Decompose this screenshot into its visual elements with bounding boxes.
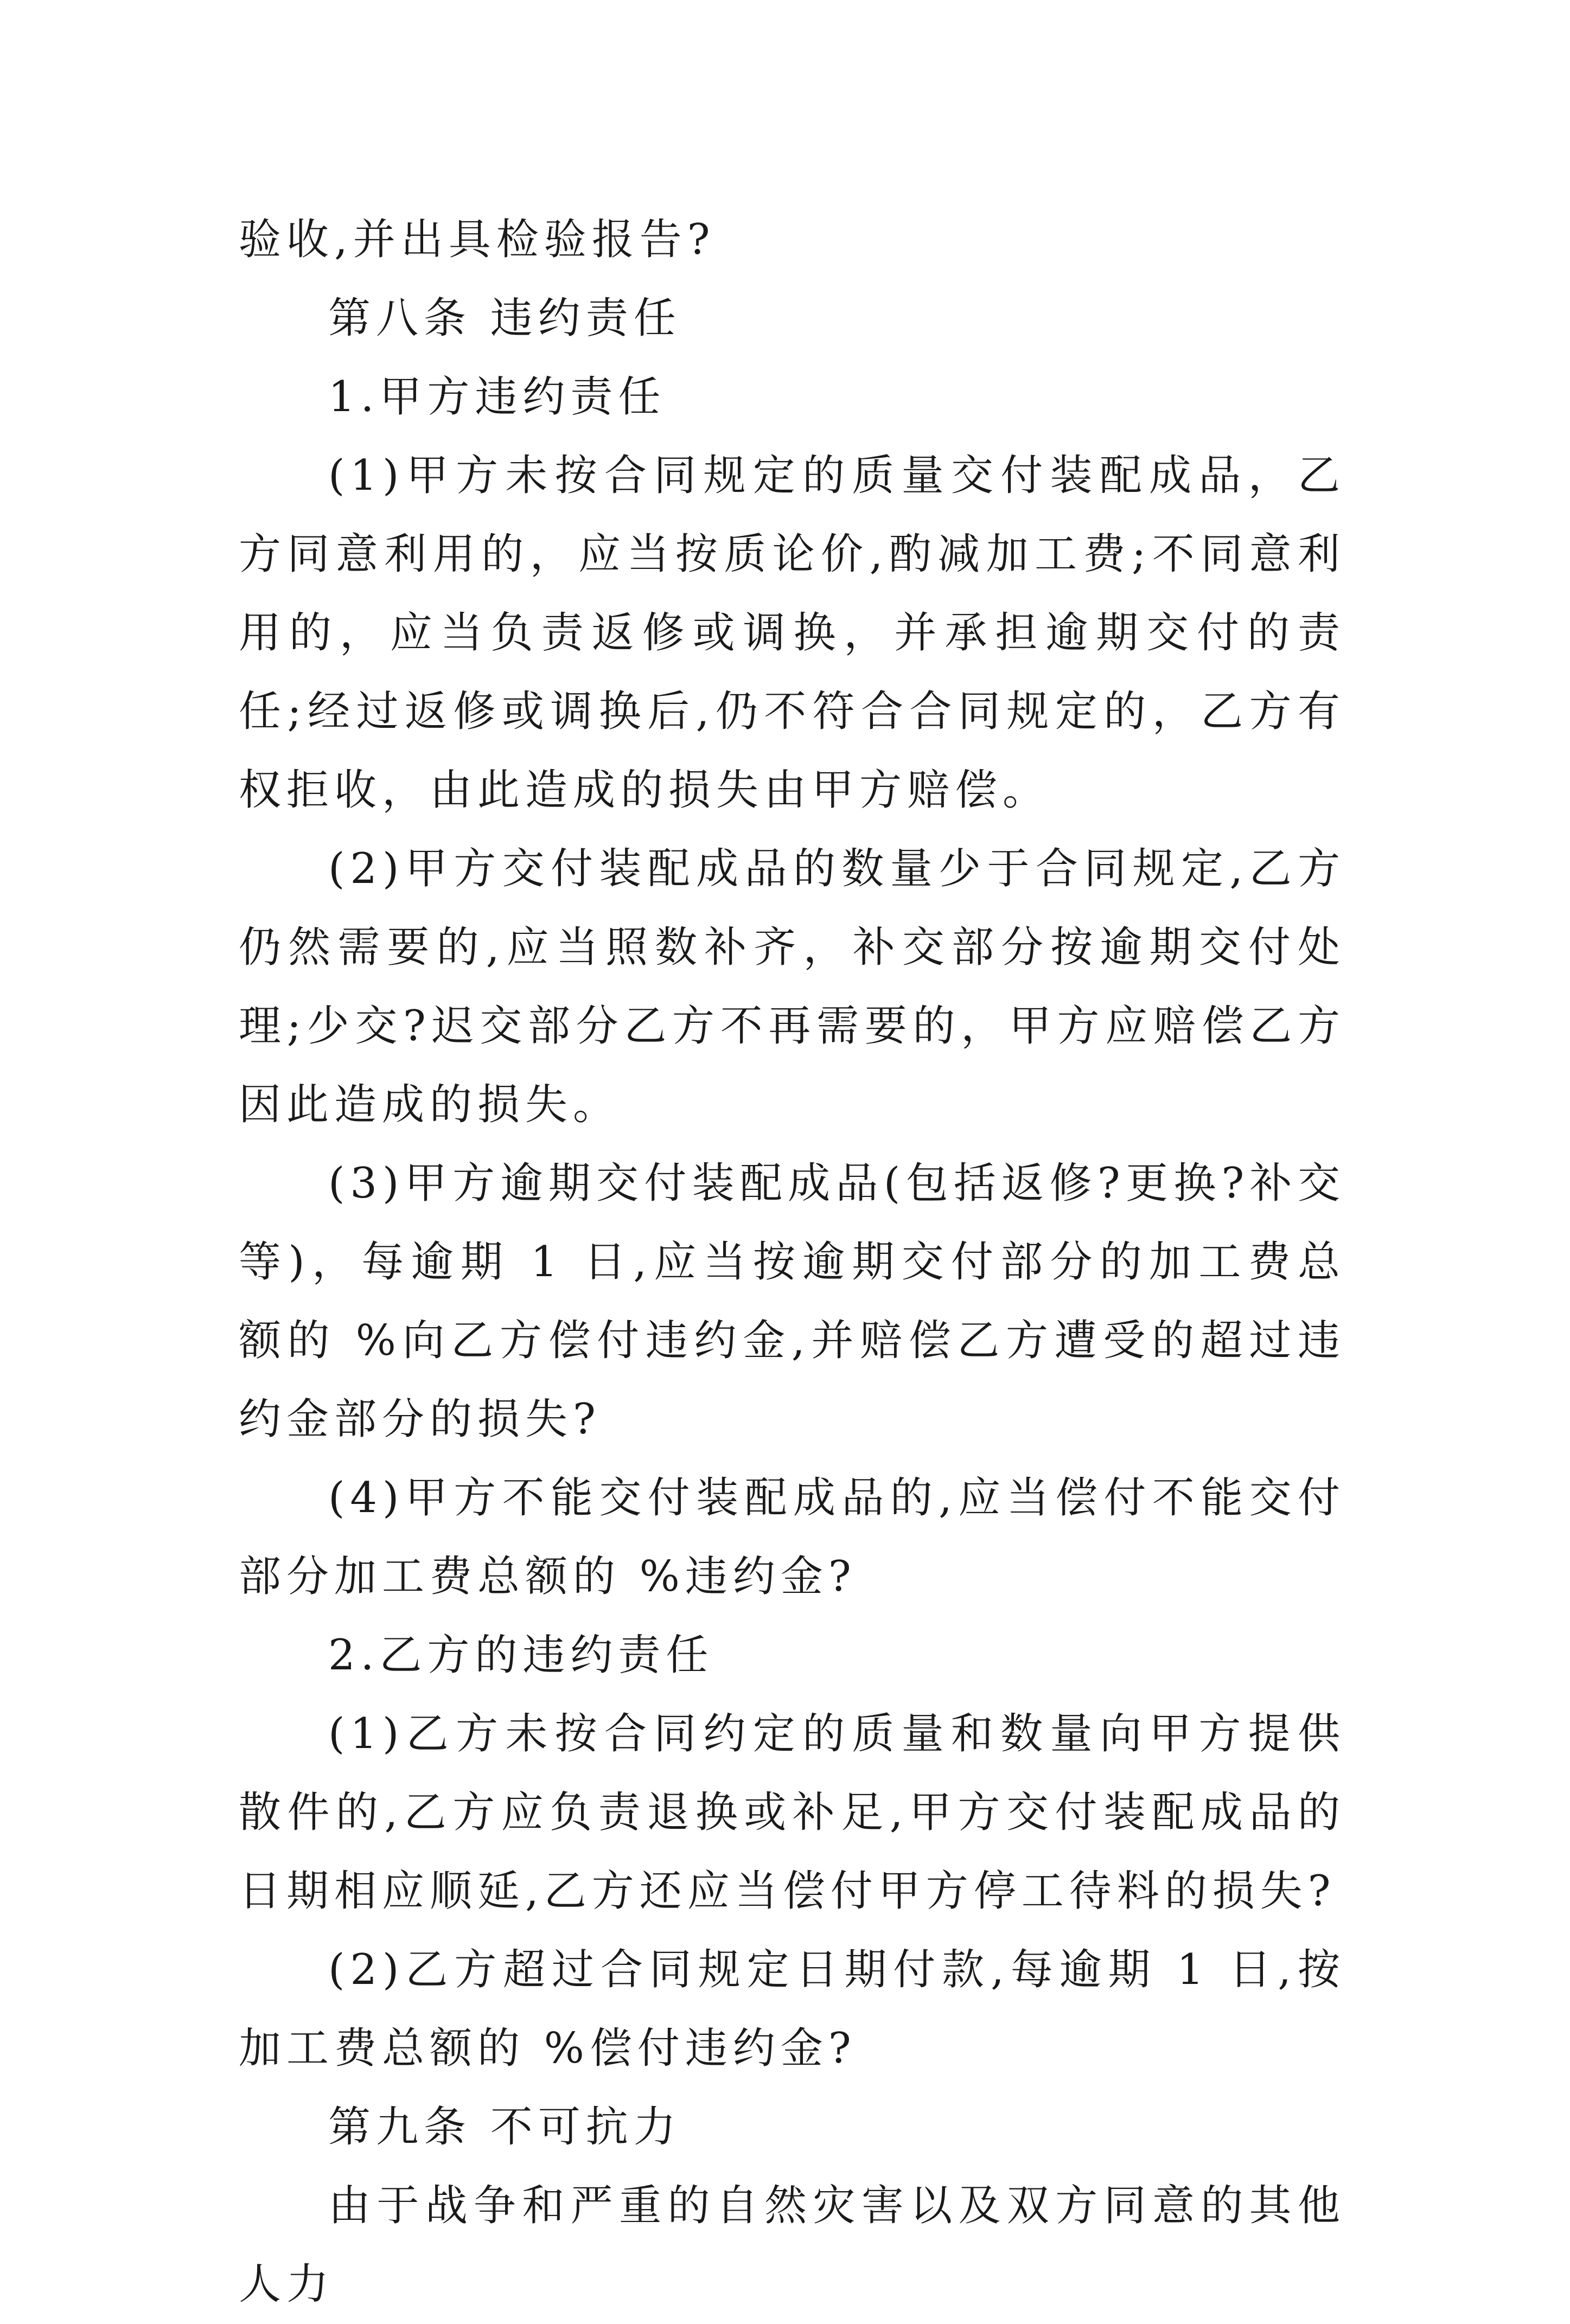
party-b-liability-heading: 2.乙方的违约责任 [328, 1631, 714, 1680]
paragraph-a-2: (2)甲方交付装配成品的数量少于合同规定,乙方仍然需要的,应当照数补齐，补交部分按逾期交付处理;少交?迟交部分乙方不再需要的，甲方应赔偿乙方因此造成的损失。 [239, 844, 1345, 1129]
paragraph-force-majeure: 由于战争和严重的自然灾害以及双方同意的其他人力 [239, 2181, 1345, 2309]
document-body [239, 201, 1345, 2324]
article-9-heading: 第九条 不可抗力 [328, 2103, 681, 2152]
paragraph-a-1: (1)甲方未按合同规定的质量交付装配成品，乙方同意利用的，应当按质论价,酌减加工费;不同意利用的，应当负责返修或调换，并承担逾期交付的责任;经过返修或调换后,仍不符合合同规定的，乙方有权拒收，由此造成的损失由甲方赔偿。 [239, 451, 1345, 815]
article-8-heading: 第八条 违约责任 [328, 294, 681, 343]
paragraph-a-3: (3)甲方逾期交付装配成品(包括返修?更换?补交等)，每逾期 1 日,应当按逾期交付部分的加工费总额的 %向乙方偿付违约金,并赔偿乙方遭受的超过违约金部分的损失? [239, 1159, 1345, 1444]
paragraph-b-2: (2)乙方超过合同规定日期付款,每逾期 1 日,按加工费总额的 %偿付违约金? [239, 1945, 1345, 2073]
paragraph-b-1: (1)乙方未按合同约定的质量和数量向甲方提供散件的,乙方应负责退换或补足,甲方交付装配成品的日期相应顺延,乙方还应当偿付甲方停工待料的损失? [239, 1710, 1345, 1916]
paragraph-a-4: (4)甲方不能交付装配成品的,应当偿付不能交付部分加工费总额的 %违约金? [239, 1474, 1345, 1601]
paragraph-continuation: 验收,并出具检验报告? [239, 215, 716, 264]
party-a-liability-heading: 1.甲方违约责任 [328, 373, 666, 421]
